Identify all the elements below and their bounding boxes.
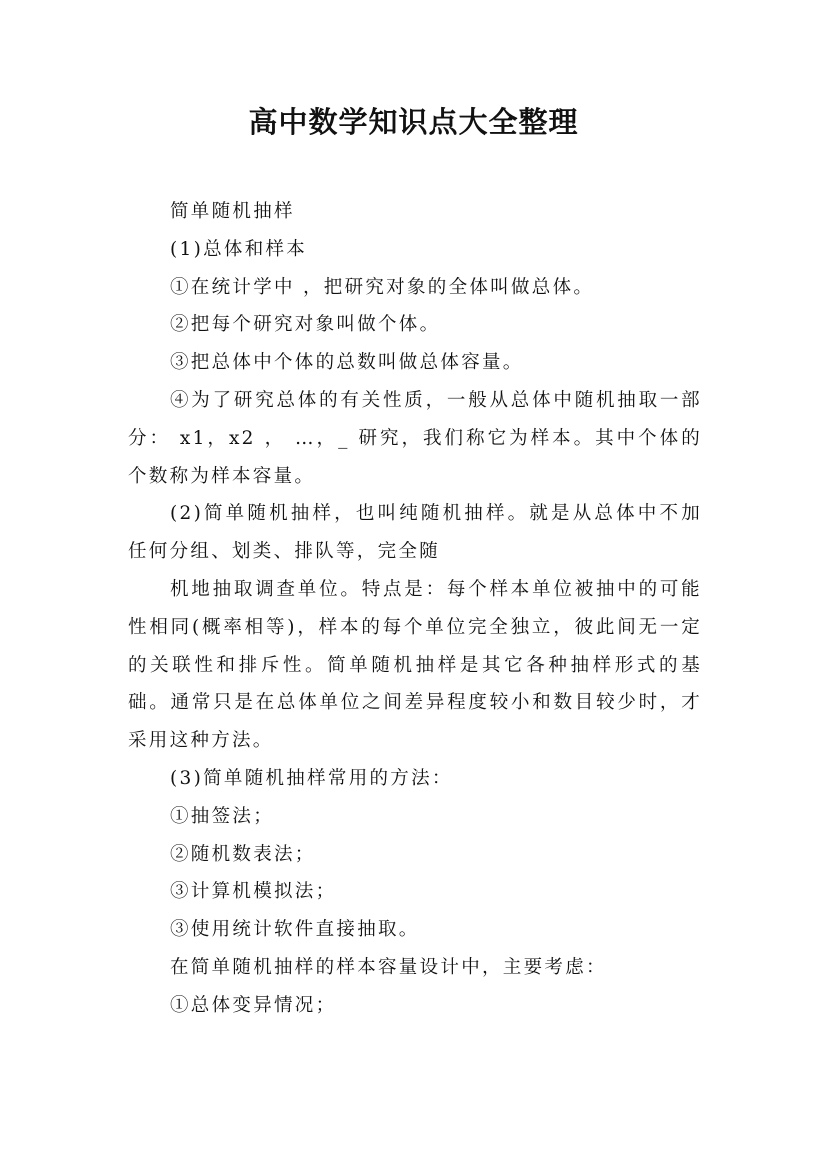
section-heading: 简单随机抽样 — [170, 201, 295, 222]
list-item: ①在统计学中 ，把研究对象的全体叫做总体。 — [170, 276, 595, 298]
paragraph: (2)简单随机抽样，也叫纯随机抽样。就是从总体中不加任何分组、划类、排队等，完全随 — [128, 503, 702, 563]
list-item: ①抽签法； — [170, 805, 275, 827]
document-body — [128, 193, 702, 1025]
paragraph: 机地抽取调查单位。特点是：每个样本单位被抽中的可能性相同(概率相等)，样本的每个单位完全独立，彼此间无一定的关联性和排斥性。简单随机抽样是其它各种抽样形式的基础。通常只是在总体单位之间差异程度较小和数目较少时，才采用这种方法。 — [128, 578, 702, 752]
list-item: ③使用统计软件直接抽取。 — [170, 919, 420, 941]
list-item: ④为了研究总体的有关性质，一般从总体中随机抽取一部分： x1，x2 ， …，_ 研究，我们称它为样本。其中个体的个数称为样本容量。 — [128, 389, 702, 487]
page-title: 高中数学知识点大全整理 — [248, 105, 579, 139]
list-item: ②随机数表法； — [170, 843, 316, 865]
paragraph: 在简单随机抽样的样本容量设计中，主要考虑： — [170, 956, 607, 978]
list-item: ③计算机模拟法； — [170, 881, 337, 903]
subsection-heading: (3)简单随机抽样常用的方法： — [170, 767, 453, 789]
subsection-heading: (1)总体和样本 — [170, 238, 308, 260]
list-item: ③把总体中个体的总数叫做总体容量。 — [170, 352, 524, 374]
list-item: ②把每个研究对象叫做个体。 — [170, 314, 441, 336]
list-item: ①总体变异情况； — [170, 994, 337, 1016]
